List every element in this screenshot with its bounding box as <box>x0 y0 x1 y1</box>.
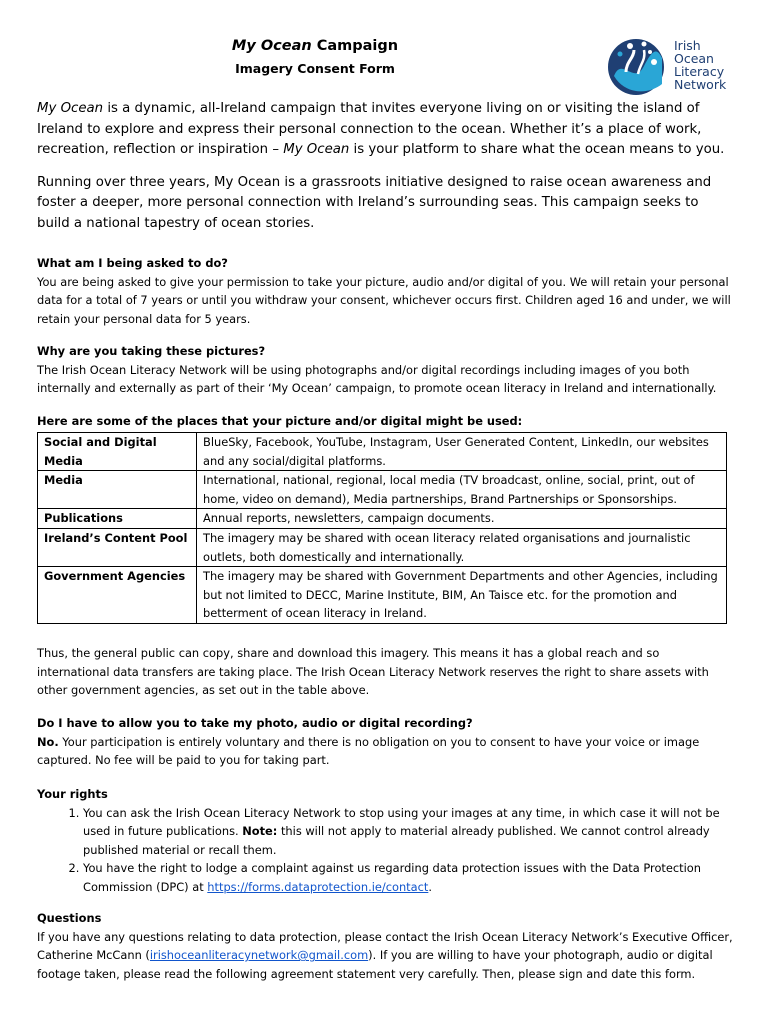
table-row <box>38 471 727 509</box>
rights-text: . <box>428 879 432 894</box>
table-row <box>38 433 727 471</box>
list-item <box>83 859 733 896</box>
asked-section <box>37 254 733 328</box>
intro-italic: My Ocean <box>283 142 350 157</box>
note-label: Note: <box>242 824 278 839</box>
section-text <box>37 928 733 984</box>
table-value: International, national, regional, local media (TV broadcast, online, social, print, out of home, video on demand), Media partnerships, Brand Partnerships or Sponsorships. <box>197 471 727 509</box>
title-italic: My Ocean <box>231 38 312 54</box>
rights-text: this will not apply to material already published. We cannot control already published material or recall them. <box>83 824 710 857</box>
intro-section <box>37 99 733 234</box>
logo-line: Ocean <box>674 51 714 66</box>
logo-line: Network <box>674 77 727 92</box>
section-heading: Your rights <box>37 787 108 801</box>
table-value: BlueSky, Facebook, YouTube, Instagram, User Generated Content, LinkedIn, our websites and any social/digital platforms. <box>197 433 727 471</box>
questions-text: ). If you are willing to have your photograph, audio or digital footage taken, please read the following agreement statement very carefully. Then, please sign and date this form. <box>37 948 713 981</box>
page-title <box>170 36 460 56</box>
table-key: Ireland’s Content Pool <box>38 528 197 566</box>
title-rest: Campaign <box>311 38 399 54</box>
intro-italic: My Ocean <box>37 101 104 116</box>
answer-text: Your participation is entirely voluntary and there is no obligation on you to consent to have your voice or image captured. No fee will be paid to you for taking part. <box>37 734 700 768</box>
section-text: The Irish Ocean Literacy Network will be using photographs and/or digital recordings including images of you both internally and externally as part of their ‘My Ocean’ campaign, to promote ocean literacy in Ireland and internationally. <box>37 362 717 396</box>
logo-line: Irish <box>674 38 701 53</box>
table-key: Government Agencies <box>38 567 197 624</box>
intro-text: is your platform to share what the ocean means to you. <box>349 142 725 157</box>
rights-list <box>37 804 733 897</box>
table-value: Annual reports, newsletters, campaign documents. <box>197 509 727 529</box>
table-row <box>38 509 727 529</box>
intro-text: is a dynamic, all-Ireland campaign that invites everyone living on or visiting the island of Ireland to explore and express their personal connection to the ocean. Whether it’s a place of work, recreation, reflection or inspiration – <box>37 101 702 157</box>
table-row <box>38 528 727 566</box>
table-value: The imagery may be shared with ocean literacy related organisations and journalistic outlets, both domestically and internationally. <box>197 528 727 566</box>
section-text: You are being asked to give your permission to take your picture, audio and/or digital of you. We will retain your personal data for a total of 7 years or until you withdraw your consent, whichever occurs first. Children aged 16 and under, we will retain your personal data for 5 years. <box>37 274 731 326</box>
logo-line: Literacy <box>674 64 725 79</box>
questions-text: If you have any questions relating to data protection, please contact the Irish Ocean Literacy Network’s Executive Officer, Catherine McCann ( <box>37 929 733 963</box>
rights-text: You have the right to lodge a complaint against us regarding data protection issues with the Data Protection Commission (DPC) at <box>83 861 701 894</box>
table-value: The imagery may be shared with Government Departments and other Agencies, including but not limited to DECC, Marine Institute, BIM, An Taisce etc. for the promotion and betterment of ocean literacy in Ireland. <box>197 567 727 624</box>
table-key: Media <box>38 471 197 509</box>
usage-table <box>37 432 727 624</box>
answer-no: No. <box>37 734 59 749</box>
places-heading-wrap <box>37 412 733 431</box>
thus-text: Thus, the general public can copy, share and download this imagery. This means it has a global reach and so international data transfers are taking place. The Irish Ocean Literacy Network reserves the right to share assets with other government agencies, as set out in the table above. <box>37 646 709 698</box>
section-heading: What am I being asked to do? <box>37 256 228 270</box>
why-section <box>37 342 733 398</box>
table-key: Social and Digital Media <box>38 433 197 471</box>
dpc-contact-link[interactable]: https://forms.dataprotection.ie/contact <box>207 879 429 894</box>
rights-text: You can ask the Irish Ocean Literacy Network to stop using your images at any time, in which case it will not be used in future publications. <box>83 805 720 839</box>
intro-paragraph-1 <box>37 99 733 161</box>
thus-section <box>37 644 733 700</box>
questions-section <box>37 909 733 983</box>
email-link[interactable]: irishoceanliteracynetwork@gmail.com <box>149 948 369 963</box>
list-item <box>83 804 733 860</box>
page-subtitle: Imagery Consent Form <box>235 61 395 76</box>
table-key: Publications <box>38 509 197 529</box>
title-block <box>170 36 460 79</box>
logo-wave-icon <box>604 36 668 96</box>
section-heading: Here are some of the places that your picture and/or digital might be used: <box>37 414 523 428</box>
table-row <box>38 567 727 624</box>
section-heading: Why are you taking these pictures? <box>37 344 266 358</box>
section-text <box>37 733 733 770</box>
logo-text <box>674 39 726 91</box>
iroln-logo <box>604 36 736 96</box>
rights-section <box>37 785 733 897</box>
section-heading: Questions <box>37 911 102 925</box>
section-heading: Do I have to allow you to take my photo, audio or digital recording? <box>37 716 473 730</box>
intro-paragraph-2: Running over three years, My Ocean is a grassroots initiative designed to raise ocean awareness and foster a deeper, more personal connection with Ireland’s surrounding seas. This campaign seeks to build a national tapestry of ocean stories. <box>37 174 712 231</box>
allow-section <box>37 714 733 770</box>
